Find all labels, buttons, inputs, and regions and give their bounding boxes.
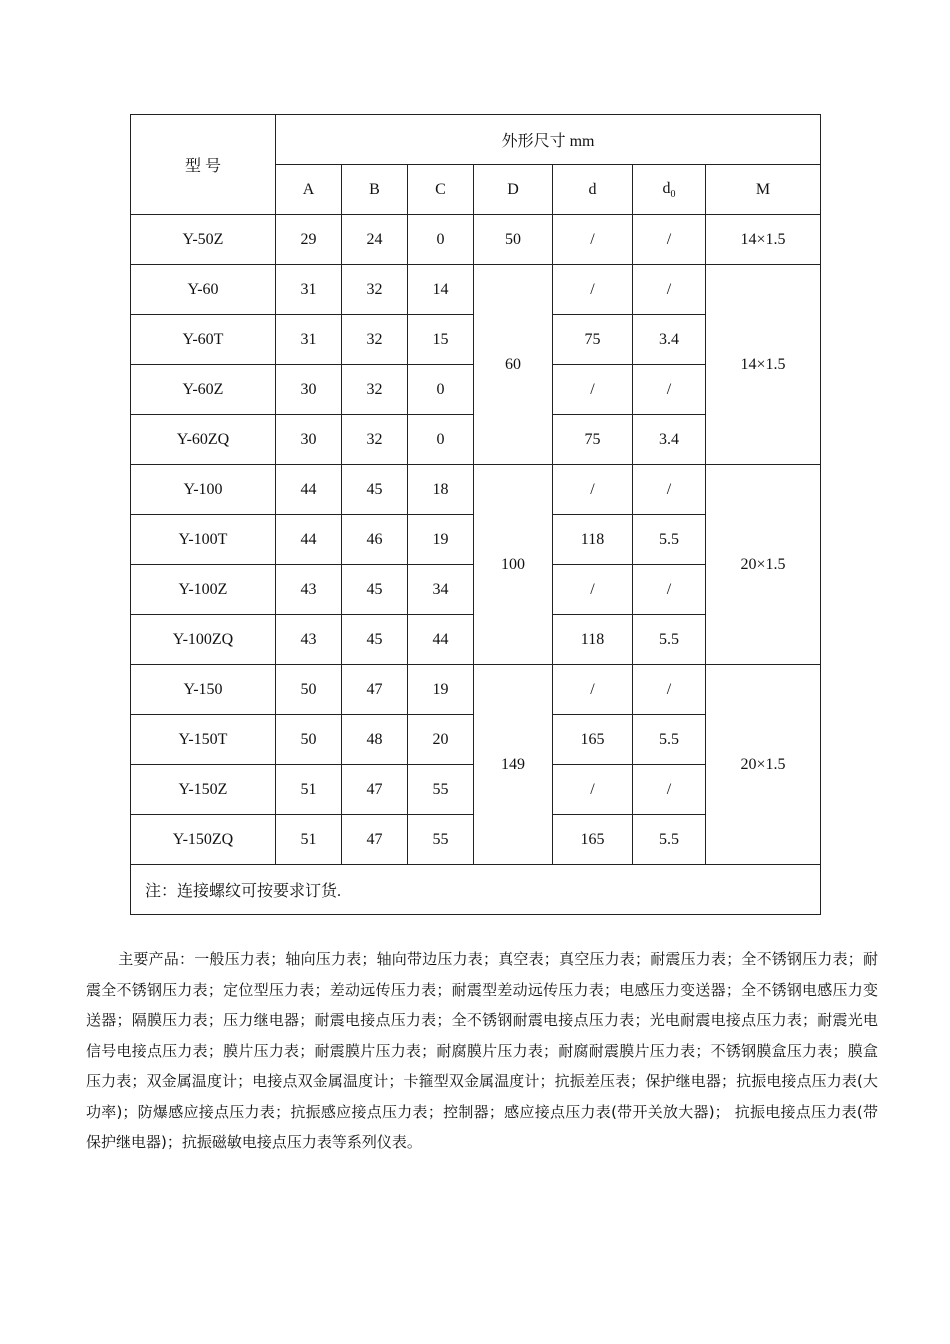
cell-d-lower: /	[553, 565, 633, 615]
cell-d0: /	[633, 265, 706, 315]
cell-b: 24	[342, 215, 408, 265]
col-header-d-lower: d	[553, 165, 633, 215]
cell-m-merged: 20×1.5	[706, 665, 821, 865]
cell-b: 32	[342, 315, 408, 365]
cell-d0: /	[633, 565, 706, 615]
cell-c: 14	[408, 265, 474, 315]
col-header-c: C	[408, 165, 474, 215]
cell-a: 30	[276, 365, 342, 415]
cell-b: 48	[342, 715, 408, 765]
cell-a: 44	[276, 515, 342, 565]
cell-c: 19	[408, 515, 474, 565]
cell-b: 45	[342, 615, 408, 665]
cell-d-lower: /	[553, 265, 633, 315]
col-header-d0: $d_0$	[633, 165, 706, 215]
cell-a: 31	[276, 315, 342, 365]
cell-b: 47	[342, 665, 408, 715]
cell-a: 51	[276, 815, 342, 865]
model-cell: Y-100	[131, 465, 276, 515]
cell-c: 15	[408, 315, 474, 365]
cell-c: 34	[408, 565, 474, 615]
cell-d0: 5.5	[633, 515, 706, 565]
cell-d-lower: 75	[553, 415, 633, 465]
model-cell: Y-100ZQ	[131, 615, 276, 665]
products-paragraph	[86, 944, 878, 1158]
cell-c: 0	[408, 415, 474, 465]
cell-b: 47	[342, 765, 408, 815]
cell-m: 14×1.5	[706, 215, 821, 265]
model-cell: Y-150	[131, 665, 276, 715]
table-row	[131, 665, 821, 715]
cell-d-lower: 165	[553, 815, 633, 865]
cell-d-upper: 50	[474, 215, 553, 265]
cell-a: 43	[276, 615, 342, 665]
cell-d-upper-merged: 100	[474, 465, 553, 665]
model-cell: Y-150ZQ	[131, 815, 276, 865]
cell-d-lower: /	[553, 365, 633, 415]
cell-a: 50	[276, 665, 342, 715]
cell-c: 0	[408, 215, 474, 265]
cell-a: 44	[276, 465, 342, 515]
model-cell: Y-50Z	[131, 215, 276, 265]
cell-d-lower: 118	[553, 515, 633, 565]
model-cell: Y-150T	[131, 715, 276, 765]
col-header-a: A	[276, 165, 342, 215]
cell-a: 29	[276, 215, 342, 265]
header-row-1	[131, 115, 821, 165]
cell-c: 44	[408, 615, 474, 665]
model-cell: Y-60T	[131, 315, 276, 365]
cell-d0: 5.5	[633, 615, 706, 665]
cell-d0: 5.5	[633, 715, 706, 765]
cell-b: 46	[342, 515, 408, 565]
col-header-d-upper: D	[474, 165, 553, 215]
cell-a: 31	[276, 265, 342, 315]
table-row	[131, 465, 821, 515]
cell-d-upper-merged: 60	[474, 265, 553, 465]
model-cell: Y-60	[131, 265, 276, 315]
cell-c: 19	[408, 665, 474, 715]
spec-table	[130, 114, 821, 915]
cell-d0: /	[633, 765, 706, 815]
cell-d-lower: 75	[553, 315, 633, 365]
model-cell: Y-150Z	[131, 765, 276, 815]
col-header-b: B	[342, 165, 408, 215]
model-cell: Y-100Z	[131, 565, 276, 615]
cell-d-lower: /	[553, 465, 633, 515]
dims-header: 外形尺寸 mm	[276, 115, 821, 165]
cell-m-merged: 20×1.5	[706, 465, 821, 665]
cell-d0: /	[633, 465, 706, 515]
cell-d0: 3.4	[633, 315, 706, 365]
cell-a: 51	[276, 765, 342, 815]
cell-c: 18	[408, 465, 474, 515]
cell-m-merged: 14×1.5	[706, 265, 821, 465]
cell-d-lower: 165	[553, 715, 633, 765]
cell-d0: /	[633, 665, 706, 715]
col-header-m: M	[706, 165, 821, 215]
cell-c: 20	[408, 715, 474, 765]
cell-b: 32	[342, 365, 408, 415]
table-row	[131, 265, 821, 315]
d0-subscript: 0	[670, 188, 676, 200]
products-text: 主要产品：一般压力表；轴向压力表；轴向带边压力表；真空表；真空压力表；耐震压力表；全不锈钢压力表；耐震全不锈钢压力表；定位型压力表；差动远传压力表；耐震型差动远传压力表；电感压力变送器；全不锈钢电感压力变送器；隔膜压力表；压力继电器；耐震电接点压力表；全不锈钢耐震电接点压力表；光电耐震电接点压力表；耐震光电信号电接点压力表；膜片压力表；耐震膜片压力表；耐腐膜片压力表；耐腐耐震膜片压力表；不锈钢膜盒压力表；膜盒压力表；双金属温度计；电接点双金属温度计；卡箍型双金属温度计；抗振差压表；保护继电器；抗振电接点压力表(大功率)；防爆感应接点压力表；抗振感应接点压力表；控制器；感应接点压力表(带开关放大器)； 抗振电接点压力表(带保护继电器)；抗振磁敏电接点压力表等系列仪表。	[86, 950, 878, 1151]
table-note: 注：连接螺纹可按要求订货.	[131, 865, 821, 915]
cell-b: 45	[342, 465, 408, 515]
cell-d0: 3.4	[633, 415, 706, 465]
cell-a: 43	[276, 565, 342, 615]
cell-a: 30	[276, 415, 342, 465]
cell-b: 32	[342, 415, 408, 465]
cell-d0: /	[633, 365, 706, 415]
cell-d-lower: 118	[553, 615, 633, 665]
cell-d-lower: /	[553, 665, 633, 715]
cell-b: 47	[342, 815, 408, 865]
cell-b: 45	[342, 565, 408, 615]
cell-c: 0	[408, 365, 474, 415]
cell-d-lower: /	[553, 215, 633, 265]
cell-d0: 5.5	[633, 815, 706, 865]
model-cell: Y-60Z	[131, 365, 276, 415]
model-header: 型 号	[131, 115, 276, 215]
cell-a: 50	[276, 715, 342, 765]
cell-c: 55	[408, 815, 474, 865]
note-row	[131, 865, 821, 915]
cell-d-lower: /	[553, 765, 633, 815]
cell-c: 55	[408, 765, 474, 815]
table-row	[131, 215, 821, 265]
model-cell: Y-100T	[131, 515, 276, 565]
cell-d0: /	[633, 215, 706, 265]
cell-b: 32	[342, 265, 408, 315]
model-cell: Y-60ZQ	[131, 415, 276, 465]
cell-d-upper-merged: 149	[474, 665, 553, 865]
